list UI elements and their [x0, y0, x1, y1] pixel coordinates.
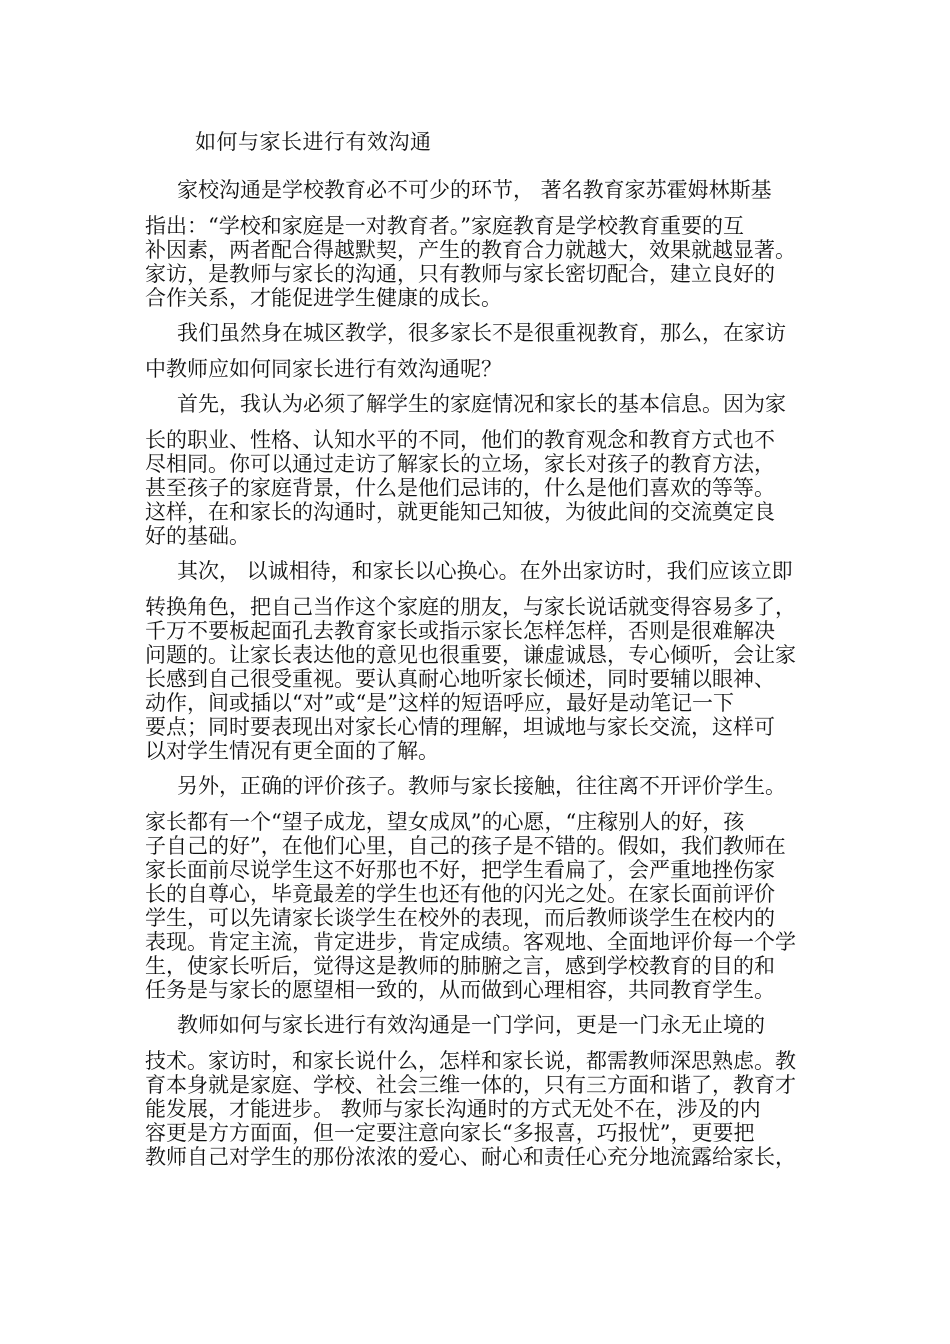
paragraph-line: 生，使家长听后，觉得这是教师的肺腑之言，感到学校教育的目的和	[145, 954, 775, 978]
paragraph-line: 补因素，两者配合得越默契，产生的教育合力就越大，效果就越显著。	[145, 238, 796, 262]
paragraph-line: 另外，正确的评价孩子。教师与家长接触，往往离不开评价学生。	[177, 774, 786, 798]
paragraph-line: 这样，在和家长的沟通时，就更能知己知彼，为彼此间的交流奠定良	[145, 500, 775, 524]
paragraph-line: 表现。肯定主流，肯定进步，肯定成绩。客观地、全面地评价每一个学	[145, 930, 796, 954]
paragraph-line: 长感到自己很受重视。要认真耐心地听家长倾述，同时要辅以眼神、	[145, 667, 775, 691]
paragraph-line: 长的自尊心，毕竟最差的学生也还有他的闪光之处。在家长面前评价	[145, 882, 775, 906]
paragraph-line: 教师如何与家长进行有效沟通是一门学问，更是一门永无止境的	[177, 1013, 765, 1037]
paragraph-line: 任务是与家长的愿望相一致的，从而做到心理相容，共同教育学生。	[145, 978, 775, 1002]
document-title: 如何与家长进行有效沟通	[195, 130, 432, 154]
paragraph-line: 合作关系，才能促进学生健康的成长。	[145, 286, 502, 310]
paragraph-line: 教师自己对学生的那份浓浓的爱心、耐心和责任心充分地流露给家长，	[145, 1145, 796, 1169]
paragraph	[145, 1013, 813, 1169]
paragraph-line: 以对学生情况有更全面的了解。	[145, 739, 439, 763]
paragraph	[145, 559, 813, 763]
paragraph-line: 好的基础。	[145, 524, 250, 548]
paragraph	[145, 178, 813, 310]
paragraph-line: 技术。家访时，和家长说什么，怎样和家长说，都需教师深思熟虑。教	[145, 1049, 796, 1073]
paragraph-line: 育本身就是家庭、学校、社会三维一体的，只有三方面和谐了，教育才	[145, 1073, 796, 1097]
paragraph	[145, 321, 813, 381]
paragraph-line: 家长都有一个“望子成龙，望女成凤”的心愿，“庄稼别人的好，孩	[145, 810, 745, 834]
paragraph-line: 转换角色，把自己当作这个家庭的朋友，与家长说话就变得容易多了，	[145, 595, 796, 619]
paragraph	[145, 774, 813, 1002]
paragraph-line: 家访，是教师与家长的沟通，只有教师与家长密切配合，建立良好的	[145, 262, 775, 286]
paragraph-line: 其次， 以诚相待，和家长以心换心。在外出家访时，我们应该立即	[177, 559, 793, 583]
paragraph-line: 家校沟通是学校教育必不可少的环节， 著名教育家苏霍姆林斯基	[177, 178, 772, 202]
paragraph-line: 容更是方方面面，但一定要注意向家长“多报喜，巧报忧”，更要把	[145, 1121, 755, 1145]
paragraph-line: 尽相同。你可以通过走访了解家长的立场，家长对孩子的教育方法，	[145, 452, 775, 476]
paragraph-line: 长的职业、性格、认知水平的不同，他们的教育观念和教育方式也不	[145, 428, 775, 452]
paragraph-line: 子自己的好”，在他们心里，自己的孩子是不错的。假如，我们教师在	[145, 834, 786, 858]
paragraph-line: 动作，间或插以“对”或“是”这样的短语呼应，最好是动笔记一下	[145, 691, 734, 715]
paragraph-line: 学生，可以先请家长谈学生在校外的表现，而后教师谈学生在校内的	[145, 906, 775, 930]
paragraph-line: 首先，我认为必须了解学生的家庭情况和家长的基本信息。因为家	[177, 392, 786, 416]
paragraph	[145, 392, 813, 548]
paragraph-line: 问题的。让家长表达他的意见也很重要，谦虚诚恳，专心倾听，会让家	[145, 643, 796, 667]
paragraph-line: 千万不要板起面孔去教育家长或指示家长怎样怎样，否则是很难解决	[145, 619, 775, 643]
paragraph-line: 要点；同时要表现出对家长心情的理解，坦诚地与家长交流，这样可	[145, 715, 775, 739]
paragraph-line: 中教师应如何同家长进行有效沟通呢？	[145, 357, 502, 381]
paragraph-line: 甚至孩子的家庭背景，什么是他们忌讳的，什么是他们喜欢的等等。	[145, 476, 775, 500]
paragraph-line: 指出：“学校和家庭是一对教育者。”家庭教育是学校教育重要的互	[145, 214, 744, 238]
paragraph-line: 家长面前尽说学生这不好那也不好，把学生看扁了，会严重地挫伤家	[145, 858, 775, 882]
paragraph-line: 我们虽然身在城区教学，很多家长不是很重视教育，那么，在家访	[177, 321, 786, 345]
paragraph-line: 能发展，才能进步。 教师与家长沟通时的方式无处不在，涉及的内	[145, 1097, 761, 1121]
document-body	[145, 178, 813, 1180]
